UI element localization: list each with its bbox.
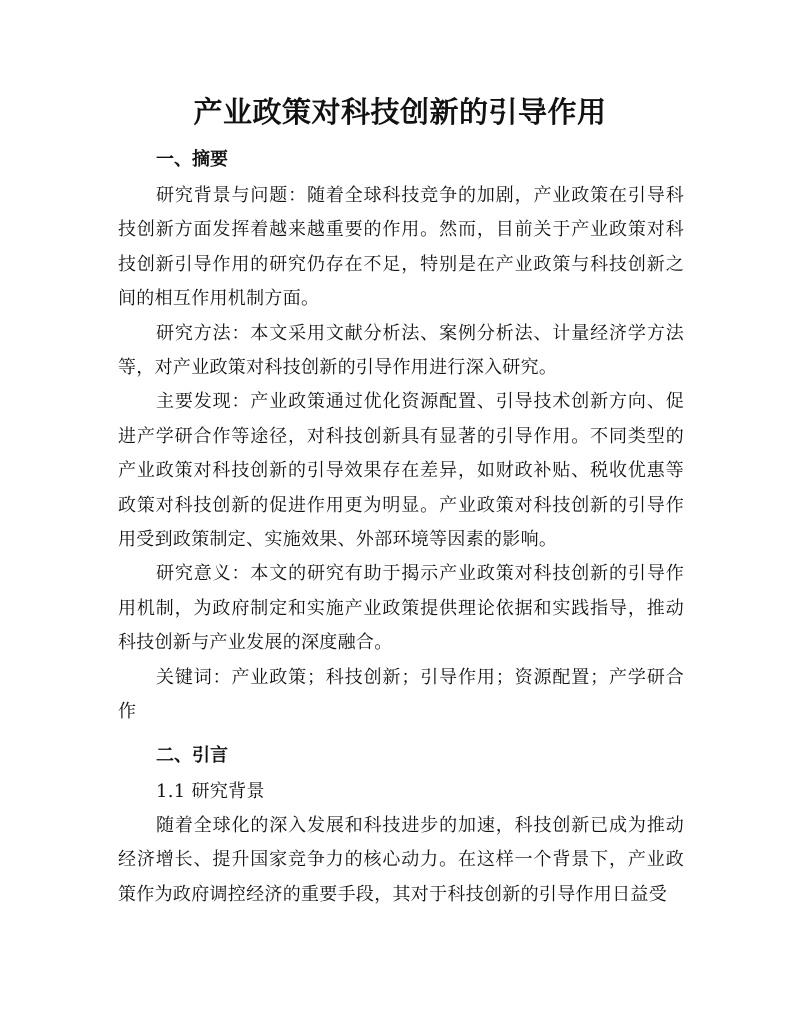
abstract-paragraph-findings: 主要发现：产业政策通过优化资源配置、引导技术创新方向、促进产学研合作等途径，对科技创新具有显著的引导作用。不同类型的产业政策对科技创新的引导效果存在差异，如财政补贴、税收优惠等政策对科技创新的促进作用更为明显。产业政策对科技创新的引导作用受到政策制定、实施效果、外部环境等因素的影响。 [118,391,684,551]
section-heading-introduction: 二、引言 [156,744,228,766]
document-body [118,145,684,912]
abstract-paragraph-method: 研究方法：本文采用文献分析法、案例分析法、计量经济学方法等，对产业政策对科技创新的引导作用进行深入研究。 [118,322,684,379]
document-title: 产业政策对科技创新的引导作用 [193,95,607,129]
abstract-keywords: 关键词：产业政策；科技创新；引导作用；资源配置；产学研合作 [118,666,684,723]
introduction-paragraph: 随着全球化的深入发展和科技进步的加速，科技创新已成为推动经济增长、提升国家竞争力的核心动力。在这样一个背景下，产业政策作为政府调控经济的重要手段，其对于科技创新的引导作用日益受 [118,814,684,905]
abstract-paragraph-background: 研究背景与问题：随着全球科技竞争的加剧，产业政策在引导科技创新方面发挥着越来越重要的作用。然而，目前关于产业政策对科技创新引导作用的研究仍存在不足，特别是在产业政策与科技创新之间的相互作用机制方面。 [118,185,684,310]
section-heading-abstract: 一、摘要 [156,149,228,170]
abstract-paragraph-significance: 研究意义：本文的研究有助于揭示产业政策对科技创新的引导作用机制，为政府制定和实施产业政策提供理论依据和实践指导，推动科技创新与产业发展的深度融合。 [118,563,684,654]
subsection-heading-research-background: 1.1 研究背景 [156,780,265,802]
